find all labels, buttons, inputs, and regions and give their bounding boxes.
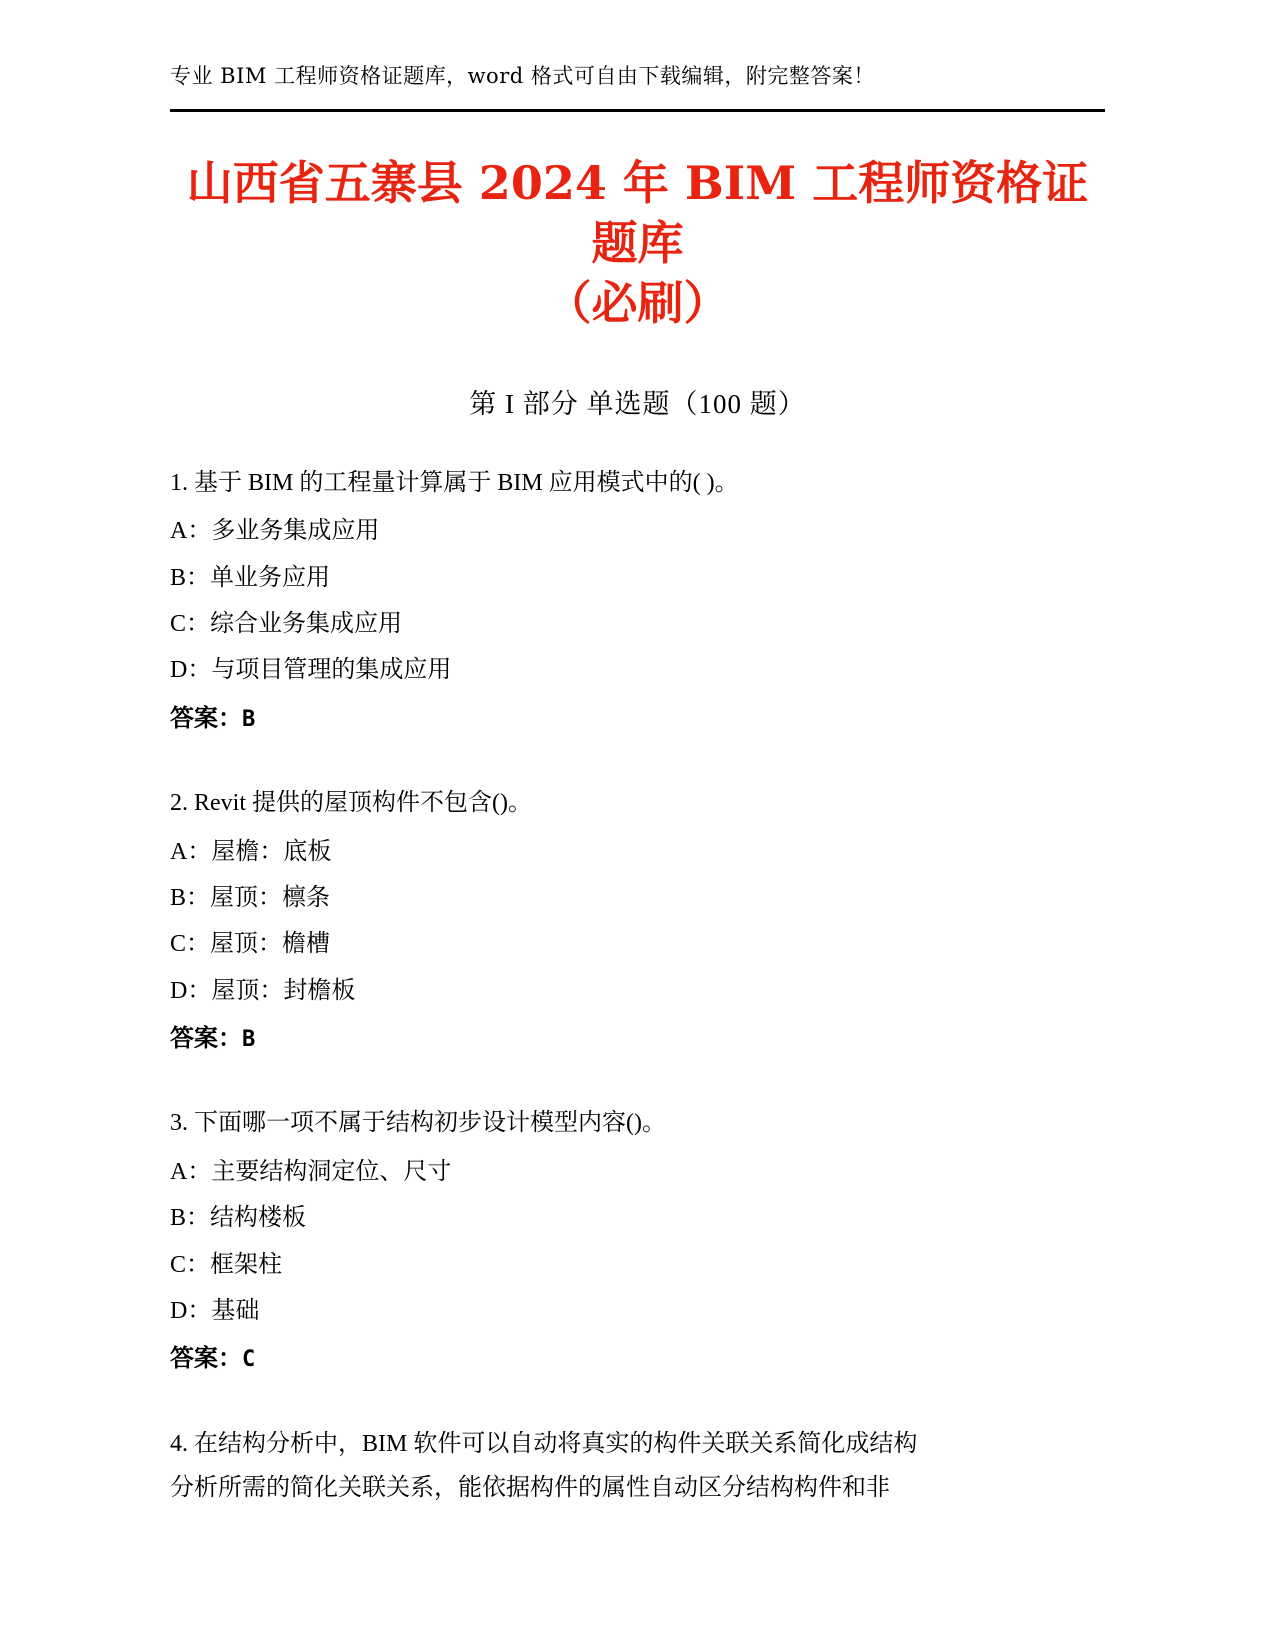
page-title xyxy=(170,154,1105,333)
question-stem: 2. Revit 提供的屋顶构件不包含()。 xyxy=(170,790,532,817)
question-answer xyxy=(170,1017,1105,1061)
question-stem-line-2: 分析所需的简化关联关系，能依据构件的属性自动区分结构构件和非 xyxy=(170,1475,890,1502)
title-line-2: （必刷） xyxy=(545,275,730,330)
question-answer xyxy=(170,697,1105,741)
section-heading: 第 I 部分 单选题（100 题） xyxy=(469,388,806,419)
question-option: A：主要结构洞定位、尺寸 xyxy=(170,1158,452,1185)
question-option: C：屋顶：檐槽 xyxy=(170,931,331,958)
question-option: D：基础 xyxy=(170,1298,260,1325)
question-answer xyxy=(170,1337,1105,1381)
question-option: A：多业务集成应用 xyxy=(170,518,380,545)
question-option: B：单业务应用 xyxy=(170,564,331,591)
question-option: B：结构楼板 xyxy=(170,1205,307,1232)
question-item-partial xyxy=(170,1422,1105,1511)
title-line-1: 山西省五寨县 2024 年 BIM 工程师资格证题库 xyxy=(186,156,1089,271)
question-option: B：屋顶：檩条 xyxy=(170,884,331,911)
question-item xyxy=(170,781,1105,1061)
answer-label: 答案： xyxy=(170,1346,242,1373)
questions-list xyxy=(170,461,1105,1511)
answer-value: B xyxy=(242,1027,256,1053)
question-item xyxy=(170,1101,1105,1381)
answer-label: 答案： xyxy=(170,705,242,732)
answer-label: 答案： xyxy=(170,1026,242,1053)
header-note: 专业 BIM 工程师资格证题库，word 格式可自由下载编辑，附完整答案！ xyxy=(170,64,875,88)
header-divider xyxy=(170,109,1105,112)
question-stem-line-1: 4. 在结构分析中，BIM 软件可以自动将真实的构件关联关系简化成结构 xyxy=(170,1430,918,1457)
question-stem: 1. 基于 BIM 的工程量计算属于 BIM 应用模式中的( )。 xyxy=(170,469,739,496)
answer-value: B xyxy=(242,706,256,732)
question-option: C：综合业务集成应用 xyxy=(170,610,403,637)
question-option: D：与项目管理的集成应用 xyxy=(170,657,452,684)
question-option: D：屋顶：封檐板 xyxy=(170,977,356,1004)
answer-value: C xyxy=(242,1347,256,1373)
question-option: C：框架柱 xyxy=(170,1251,283,1278)
question-item xyxy=(170,461,1105,741)
question-stem: 3. 下面哪一项不属于结构初步设计模型内容()。 xyxy=(170,1110,666,1137)
question-option: A：屋檐：底板 xyxy=(170,838,332,865)
